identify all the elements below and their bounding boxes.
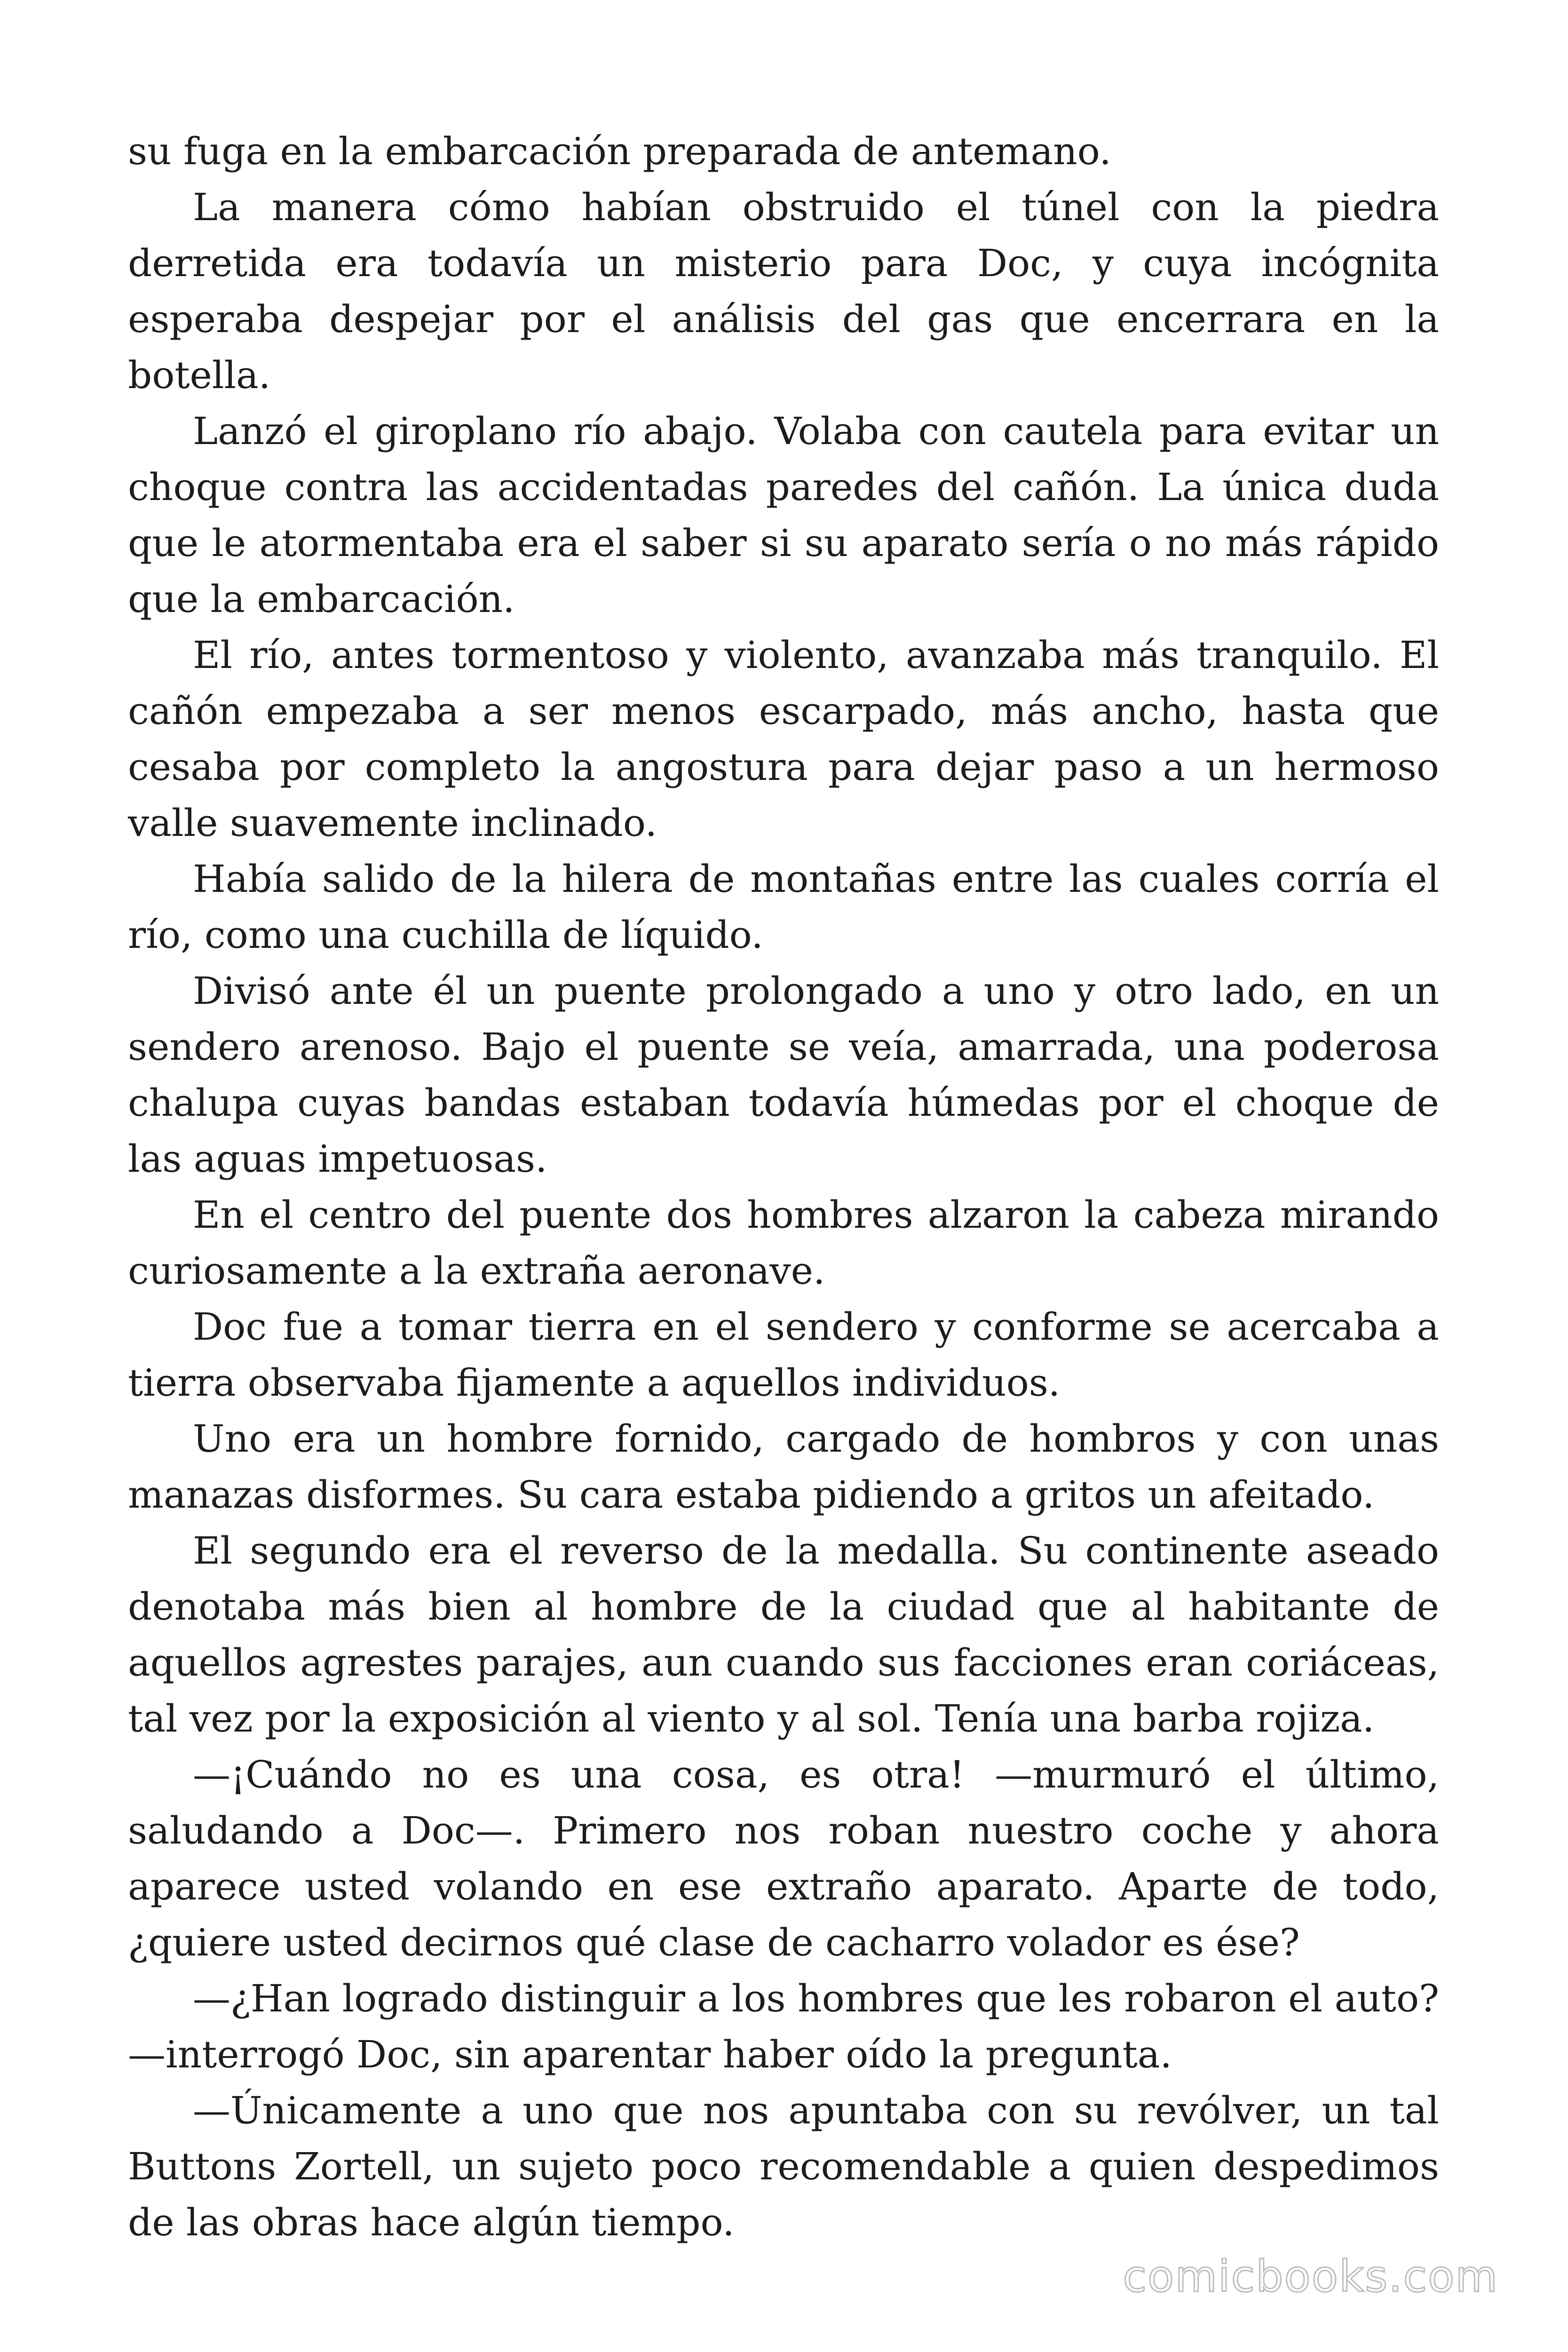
paragraph: su fuga en la embarcación preparada de antemano. [128, 129, 1111, 173]
paragraph: Lanzó el giroplano río abajo. Volaba con cautela para evitar un choque contra las accidentadas paredes del cañón. La única duda que le atormentaba era el saber si su aparato sería o no más rápido que la embarcación. [128, 409, 1439, 621]
paragraph: El segundo era el reverso de la medalla. Su continente aseado denotaba más bien al hombre de la ciudad que al habitante de aquellos agrestes parajes, aun cuando sus facciones eran coriáceas, tal vez por la exposición al viento y al sol. Tenía una barba rojiza. [128, 1529, 1439, 1740]
paragraph: La manera cómo habían obstruido el túnel con la piedra derretida era todavía un misterio para Doc, y cuya incógnita esperaba despejar por el análisis del gas que encerrara en la botella. [128, 185, 1439, 397]
watermark: comicbooks.com [1123, 2251, 1498, 2302]
paragraph: En el centro del puente dos hombres alzaron la cabeza mirando curiosamente a la extraña aeronave. [128, 1193, 1439, 1293]
paragraph: Había salido de la hilera de montañas entre las cuales corría el río, como una cuchilla de líquido. [128, 857, 1439, 957]
paragraph: Doc fue a tomar tierra en el sendero y conforme se acercaba a tierra observaba fijamente a aquellos individuos. [128, 1305, 1439, 1405]
paragraph: —Únicamente a uno que nos apuntaba con su revólver, un tal Buttons Zortell, un sujeto poco recomendable a quien despedimos de las obras hace algún tiempo. [128, 2089, 1439, 2244]
paragraph: Uno era un hombre fornido, cargado de hombros y con unas manazas disformes. Su cara estaba pidiendo a gritos un afeitado. [128, 1417, 1439, 1517]
paragraph: El río, antes tormentoso y violento, avanzaba más tranquilo. El cañón empezaba a ser menos escarpado, más ancho, hasta que cesaba por completo la angostura para dejar paso a un hermoso valle suavemente inclinado. [128, 633, 1439, 845]
paragraph: —¡Cuándo no es una cosa, es otra! —murmuró el último, saludando a Doc—. Primero nos roban nuestro coche y ahora aparece usted volando en ese extraño aparato. Aparte de todo, ¿quiere usted decirnos qué clase de cacharro volador es ése? [128, 1753, 1439, 1964]
paragraph: —¿Han logrado distinguir a los hombres que les robaron el auto? —interrogó Doc, sin aparentar haber oído la pregunta. [128, 1977, 1439, 2076]
paragraph: Divisó ante él un puente prolongado a uno y otro lado, en un sendero arenoso. Bajo el puente se veía, amarrada, una poderosa chalupa cuyas bandas estaban todavía húmedas por el choque de las aguas impetuosas. [128, 969, 1439, 1181]
page-body-text [128, 123, 1439, 2250]
